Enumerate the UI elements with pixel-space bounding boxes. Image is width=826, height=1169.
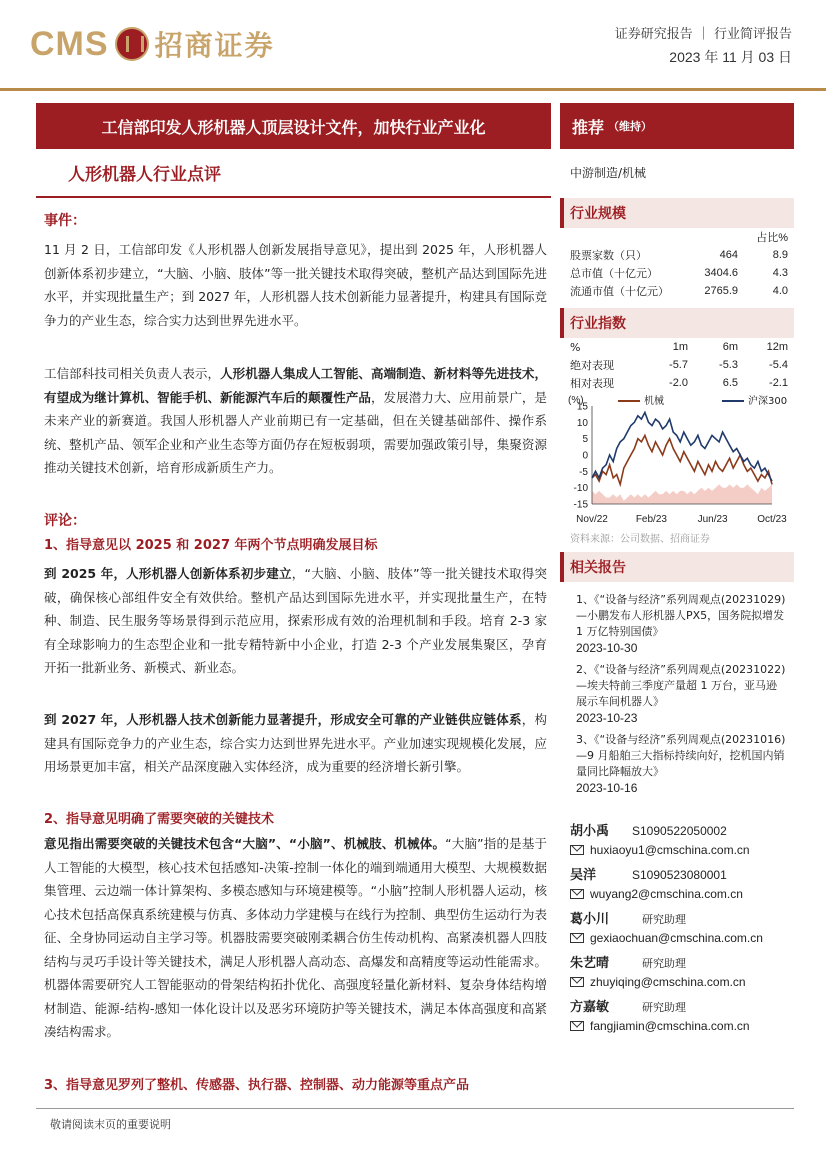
scale-value: 464 — [719, 249, 738, 261]
logo-cn-text: 招商证券 — [154, 29, 275, 62]
header-info — [615, 24, 792, 68]
related-report-title[interactable]: 1、《“设备与经济”系列周观点(20231029)—小鹏发布人形机器人PX5，国务院拟增发 1 万亿特别国债》 — [576, 593, 786, 638]
analyst-id: S1090523080001 — [632, 868, 727, 882]
event-paragraph-2 — [44, 362, 547, 480]
comment-p2-bold: 到 2027 年，人形机器人技术创新能力显著提升，形成安全可靠的产业链供应链体系 — [44, 712, 522, 727]
analyst-card — [570, 864, 794, 908]
scale-pct: 4.0 — [772, 285, 788, 297]
analyst-email[interactable]: fangjiamin@cmschina.com.cn — [590, 1019, 750, 1033]
index-cell: -2.1 — [769, 377, 788, 389]
comment-p1-bold: 到 2025 年，人形机器人创新体系初步建立 — [44, 566, 292, 581]
relative-area — [592, 484, 772, 504]
rating-label: 推荐 — [572, 117, 605, 137]
analyst-name: 方嘉敏 — [570, 1000, 610, 1015]
index-col-header: % — [570, 340, 581, 354]
report-title: 工信部印发人形机器人顶层设计文件，加快行业产业化 — [36, 103, 551, 149]
comment-section-1: 1、指导意见以 2025 和 2027 年两个节点明确发展目标 — [44, 538, 378, 553]
related-report-title[interactable]: 2、《“设备与经济”系列周观点(20231022)—埃夫特前三季度产量超 1 万台，亚马逊展示车间机器人》 — [576, 663, 786, 708]
scale-table — [570, 228, 788, 300]
y-tick-label: -15 — [573, 499, 588, 511]
logo-emblem-icon — [115, 27, 149, 61]
y-tick-label: 10 — [576, 417, 588, 429]
rating-box — [560, 103, 794, 149]
related-heading: 相关报告 — [570, 560, 626, 576]
analyst-email[interactable]: huxiaoyu1@cmschina.com.cn — [590, 843, 750, 857]
scale-label: 股票家数（只） — [570, 249, 647, 262]
company-logo — [30, 22, 275, 66]
index-chart — [566, 392, 788, 528]
scale-pct: 8.9 — [772, 249, 788, 261]
analyst-list — [560, 820, 794, 1040]
analyst-card — [570, 952, 794, 996]
footer-note: 敬请阅读末页的重要说明 — [50, 1118, 171, 1131]
report-type: 证券研究报告 ｜ 行业简评报告 — [614, 27, 792, 42]
related-report-date: 2023-10-30 — [576, 641, 638, 655]
analyst-title: 研究助理 — [642, 957, 686, 970]
index-col-header: 12m — [766, 341, 788, 353]
scale-pct: 4.3 — [772, 267, 788, 279]
analyst-email[interactable]: gexiaochuan@cmschina.com.cn — [590, 931, 763, 945]
index-heading-bar — [560, 308, 794, 338]
table-header-row — [570, 338, 788, 356]
comment-section-2: 2、指导意见明确了需要突破的关键技术 — [44, 812, 275, 827]
related-list — [560, 592, 794, 796]
scale-heading: 行业规模 — [570, 206, 626, 222]
legend-label: 机械 — [644, 396, 664, 407]
mail-icon — [570, 1021, 584, 1031]
header-divider — [0, 88, 826, 91]
comment-paragraph-3 — [44, 832, 547, 1044]
rating-sub: （维持） — [608, 120, 653, 133]
analyst-name: 朱艺晴 — [570, 956, 610, 971]
index-table — [570, 338, 788, 392]
index-col-header: 1m — [672, 341, 688, 353]
event-p2-lead: 工信部科技司相关负责人表示， — [44, 366, 221, 381]
y-tick-label: 0 — [582, 450, 588, 462]
series-line-hs300 — [592, 413, 772, 482]
index-col-header: 6m — [722, 341, 738, 353]
related-report-date: 2023-10-16 — [576, 781, 638, 795]
index-cell: -5.4 — [769, 359, 788, 371]
table-row — [570, 374, 788, 392]
comment-p1-tail: ，“大脑、小脑、肢体”等一批关键技术取得突破，确保核心部组件安全有效供给。整机产品达到国际先进水平，并实现批量生产，在特种、制造、民生服务等场景得到示范应用，探索形成有效的治理机制和手段。培育 2-3 家有全球影响力的生态型企业和一批专精特新中小企业，打造 2-3 个产业发展集聚区，孕育开拓一批新业务、新模式、新业态。 — [44, 566, 547, 675]
table-row — [570, 264, 788, 282]
footer-divider — [36, 1108, 794, 1109]
index-heading: 行业指数 — [570, 316, 626, 332]
event-paragraph-1: 11 月 2 日，工信部印发《人形机器人创新发展指导意见》，提出到 2025 年，人形机器人创新体系初步建立，“大脑、小脑、肢体”等一批关键技术取得突破，整机产品达到国际先进水平，并实现批量生产；到 2027 年，人形机器人技术创新能力显著提升，构建具有国际竞争力的产业生态，综合实力达到世界先进水平。 — [44, 242, 547, 328]
index-row-label: 相对表现 — [570, 377, 614, 390]
analyst-card — [570, 820, 794, 864]
event-p2-tail: ，发展潜力大、应用前景广，是未来产业的新赛道。我国人形机器人产业前期已有一定基础，但在关键基础部件、操作系统、整机产品、领军企业和产业生态等方面仍存在短板弱项，需要加强政策引导，集聚资源推动关键技术创新，培育形成新质生产力。 — [44, 389, 547, 475]
scale-label: 流通市值（十亿元） — [570, 285, 669, 298]
y-axis-label: (%) — [568, 395, 584, 406]
report-subtitle: 人形机器人行业点评 — [68, 165, 221, 185]
index-cell: -2.0 — [669, 377, 688, 389]
analyst-name: 吴洋 — [570, 868, 597, 883]
analyst-card — [570, 908, 794, 952]
x-tick-label: Jun/23 — [697, 514, 728, 525]
industry-label: 中游制造/机械 — [570, 166, 647, 180]
report-date: 2023 年 11 月 03 日 — [669, 49, 792, 65]
related-heading-bar — [560, 552, 794, 582]
table-row — [570, 282, 788, 300]
chart-source: 资料来源：公司数据、招商证券 — [570, 534, 710, 545]
y-tick-label: -5 — [579, 466, 588, 478]
mail-icon — [570, 845, 584, 855]
index-row-label: 绝对表现 — [570, 359, 614, 372]
legend-label: 沪深300 — [748, 396, 788, 407]
table-row — [570, 246, 788, 264]
scale-pct-header: 占比% — [756, 232, 788, 244]
y-tick-label: 5 — [582, 434, 588, 446]
x-tick-label: Oct/23 — [757, 514, 787, 525]
mail-icon — [570, 977, 584, 987]
scale-value: 3404.6 — [704, 267, 738, 279]
x-tick-label: Nov/22 — [576, 514, 608, 525]
list-item[interactable] — [576, 732, 786, 796]
y-tick-label: 15 — [576, 401, 588, 413]
scale-heading-bar — [560, 198, 794, 228]
scale-value: 2765.9 — [704, 285, 738, 297]
analyst-email[interactable]: zhuyiqing@cmschina.com.cn — [590, 975, 746, 989]
index-cell: -5.7 — [669, 359, 688, 371]
list-item[interactable] — [576, 592, 786, 656]
logo-cms-text: CMS — [30, 24, 109, 63]
y-tick-label: -10 — [573, 483, 588, 495]
comment-p3-bold: 意见指出需要突破的关键技术包含“大脑”、“小脑”、机械肢、机械体。 — [44, 836, 446, 851]
analyst-name: 胡小禹 — [570, 824, 610, 839]
related-report-date: 2023-10-23 — [576, 711, 638, 725]
analyst-name: 葛小川 — [570, 912, 610, 927]
event-p2-bold: 人形机器人集成人工智能、高端制造、新材料等先进技术，有望成为继计算机、智能手机、新能源汽车后的颠覆性产品 — [44, 366, 547, 405]
comment-heading: 评论： — [44, 513, 86, 529]
analyst-title: 研究助理 — [642, 913, 686, 926]
analyst-id: S1090522050002 — [632, 824, 727, 838]
scale-label: 总市值（十亿元） — [570, 267, 658, 280]
index-cell: 6.5 — [722, 377, 738, 389]
index-cell: -5.3 — [719, 359, 738, 371]
subtitle-divider — [36, 196, 551, 198]
analyst-email[interactable]: wuyang2@cmschina.com.cn — [590, 887, 743, 901]
comment-paragraph-2 — [44, 708, 547, 779]
list-item[interactable] — [576, 662, 786, 726]
mail-icon — [570, 889, 584, 899]
table-row — [570, 356, 788, 374]
comment-section-3: 3、指导意见罗列了整机、传感器、执行器、控制器、动力能源等重点产品 — [44, 1078, 470, 1093]
comment-p2-tail: ，构建具有国际竞争力的产业生态，综合实力达到世界先进水平。产业加速实现规模化发展，应用场景更加丰富，相关产品深度融入实体经济，成为重要的经济增长新引擎。 — [44, 712, 547, 774]
analyst-card — [570, 996, 794, 1040]
related-report-title[interactable]: 3、《“设备与经济”系列周观点(20231016)—9 月船舶三大指标持续向好，挖机国内销量同比降幅放大》 — [576, 733, 786, 778]
x-tick-label: Feb/23 — [635, 514, 667, 525]
comment-p3-tail: “大脑”指的是基于人工智能的大模型，核心技术包括感知-决策-控制一体化的端到端通用大模型、大规模数据集管理、云边端一体计算架构、多模态感知与环境建模等。“小脑”控制人形机器人运动，核心技术包括高保真系统建模与仿真、多体动力学建模与在线行为控制、典型仿生运动行为表征、全身协同运动自主学习等。机器肢需要突破刚柔耦合仿生传动机构、高紧凑机器人四肢结构与灵巧手设计等关键技术，满足人形机器人高动态、高爆发和高精度等运动性能需求。机器体需要研究人工智能驱动的骨架结构拓扑优化、高强度轻量化新材料、复杂身体结构增材制造、能源-结构-感知一体化设计以及恶劣环境防护等关键技术，满足本体高强度和高紧凑结构需求。 — [44, 836, 547, 1039]
analyst-title: 研究助理 — [642, 1001, 686, 1014]
event-heading: 事件： — [44, 213, 86, 229]
mail-icon — [570, 933, 584, 943]
comment-paragraph-1 — [44, 562, 547, 680]
